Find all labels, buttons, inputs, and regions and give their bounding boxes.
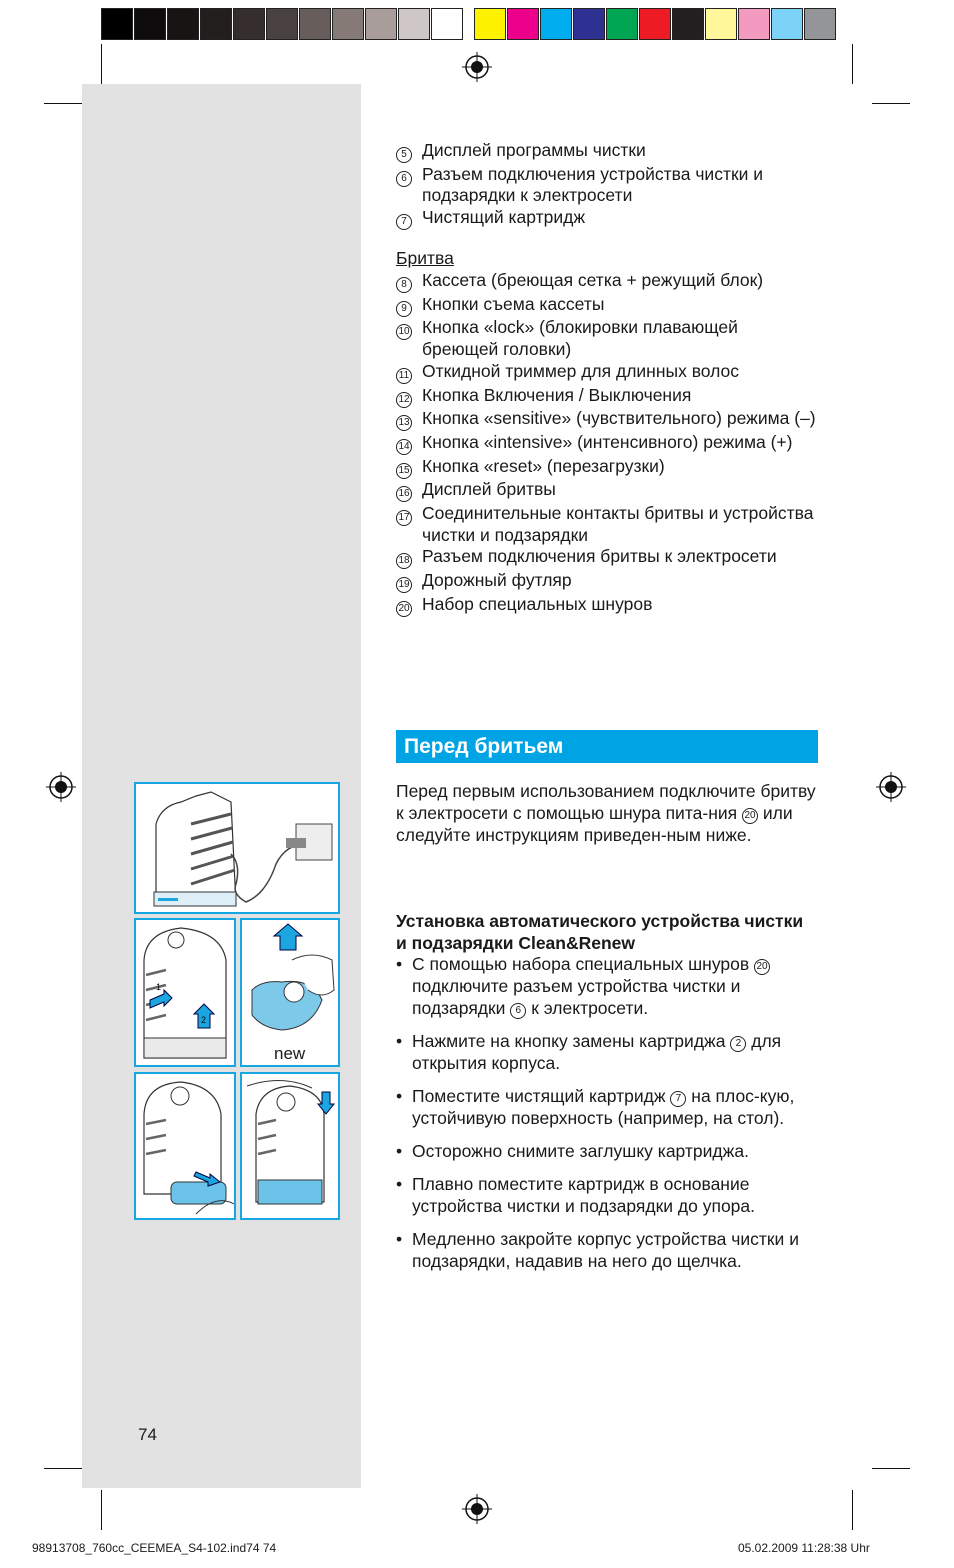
list-item: [396, 361, 816, 385]
item-text: Откидной триммер для длинных волос: [422, 360, 740, 381]
page-number: 74: [138, 1425, 157, 1444]
crop-mark: [44, 1468, 82, 1469]
item-text: Кнопка «lock» (блокировки плавающей бреющей головки): [422, 317, 738, 360]
list-item: [396, 503, 816, 546]
figure-plug-in: [134, 782, 340, 914]
crop-mark: [852, 1490, 853, 1530]
color-swatch: [639, 8, 671, 40]
list-item: [396, 294, 816, 318]
figure-close-case: [240, 1072, 340, 1220]
intro-ref: 20: [742, 808, 758, 824]
color-swatch: [200, 8, 232, 40]
list-item: [396, 207, 816, 231]
item-number: 7: [396, 214, 412, 230]
list-item: [396, 456, 816, 480]
item-text: Кассета (бреющая сетка + режущий блок): [422, 270, 764, 290]
item-number: 12: [396, 392, 412, 408]
bullet-dot: •: [396, 1086, 403, 1106]
parts-list-top: [396, 140, 816, 231]
step-2-label: 2: [201, 1015, 207, 1025]
footer-file-info: 98913708_760cc_CEEMEA_S4-102.ind74 74: [32, 1541, 277, 1555]
list-item: [396, 570, 816, 594]
item-number: 14: [396, 439, 412, 455]
item-number: 8: [396, 277, 412, 293]
step-text-part: Плавно поместите картридж в основание устройства чистки и подзарядки до упора.: [412, 1174, 756, 1216]
item-number: 6: [396, 171, 412, 187]
item-number: 16: [396, 486, 412, 502]
color-swatch: [332, 8, 364, 40]
item-text: Соединительные контакты бритвы и устройства чистки и подзарядки: [422, 503, 814, 545]
crop-mark: [872, 1468, 910, 1469]
color-swatch: [299, 8, 331, 40]
item-number: 11: [396, 368, 412, 384]
item-text: Кнопки съема кассеты: [422, 293, 605, 314]
step-text-part: С помощью набора специальных шнуров: [412, 954, 750, 974]
step-text-part: к электросети.: [531, 998, 649, 1018]
figure-insert-cartridge: [134, 1072, 236, 1220]
color-swatch: [540, 8, 572, 40]
item-number: 20: [396, 601, 412, 617]
intro-paragraph: [396, 780, 816, 846]
section-title: Перед бритьем: [396, 730, 818, 763]
step-text-part: Поместите чистящий картридж: [412, 1086, 666, 1106]
bullet-dot: •: [396, 1141, 403, 1161]
crop-mark: [101, 1490, 102, 1530]
step-item: [396, 1228, 818, 1272]
step-text: [412, 1173, 818, 1217]
step-text-part: Медленно закройте корпус устройства чистки и подзарядки, надавив на него до щелчка.: [412, 1229, 799, 1271]
color-swatch: [365, 8, 397, 40]
component-ref: 2: [730, 1036, 746, 1052]
color-swatch: [101, 8, 133, 40]
list-item: [396, 270, 816, 294]
registration-mark-icon: [462, 1494, 492, 1524]
bullet-dot: •: [396, 1229, 403, 1249]
color-swatch: [474, 8, 506, 40]
step-item: [396, 1030, 818, 1074]
color-swatch: [398, 8, 430, 40]
step-item: [396, 1173, 818, 1217]
install-steps: [396, 953, 818, 1283]
crop-mark: [852, 44, 853, 84]
item-text: Кнопка «sensitive» (чувствительного) режима (–): [422, 408, 816, 429]
registration-mark-icon: [462, 52, 492, 82]
color-swatch: [606, 8, 638, 40]
item-text: Дисплей бритвы: [422, 479, 556, 500]
list-item: [396, 140, 816, 164]
list-item: [396, 432, 816, 456]
item-number: 9: [396, 301, 412, 317]
list-item: [396, 317, 816, 360]
item-number: 5: [396, 147, 412, 163]
color-swatch: [507, 8, 539, 40]
color-swatch: [431, 8, 463, 40]
new-cartridge-illustration: [242, 920, 338, 1040]
registration-mark-icon: [876, 772, 906, 802]
color-swatch: [233, 8, 265, 40]
step-item: [396, 953, 818, 1019]
color-swatch: [167, 8, 199, 40]
registration-mark-icon: [46, 772, 76, 802]
crop-mark: [872, 103, 910, 104]
crop-mark: [44, 103, 82, 104]
bullet-dot: •: [396, 1031, 403, 1051]
component-ref: 20: [754, 959, 770, 975]
item-number: 18: [396, 553, 412, 569]
list-item: [396, 594, 816, 618]
item-number: 13: [396, 415, 412, 431]
step-item: [396, 1140, 818, 1162]
component-ref: 6: [510, 1003, 526, 1019]
step-text: [412, 1228, 818, 1272]
intro-text-before: Перед первым использованием подключите бритву к электросети с помощью шнура пита-ния: [396, 781, 816, 823]
step-1-label: 1: [156, 982, 162, 992]
list-item: [396, 479, 816, 503]
bullet-dot: •: [396, 1174, 403, 1194]
item-text: Кнопка «intensive» (интенсивного) режима (+): [422, 431, 793, 452]
item-number: 19: [396, 577, 412, 593]
install-subheading: Установка автоматического устройства чистки и подзарядки Clean&Renew: [396, 911, 804, 953]
color-swatch: [573, 8, 605, 40]
color-swatch: [672, 8, 704, 40]
color-calibration-bar: [101, 8, 837, 42]
item-number: 17: [396, 510, 412, 526]
intro-text-after: или следуйте инструкциям приведен-ным ниже.: [396, 803, 793, 845]
color-swatch: [134, 8, 166, 40]
step-text-part: Нажмите на кнопку замены картриджа: [412, 1031, 726, 1051]
item-text: Дисплей программы чистки: [422, 140, 646, 160]
item-number: 10: [396, 324, 412, 340]
color-swatch: [738, 8, 770, 40]
bullet-dot: •: [396, 954, 403, 974]
item-text: Набор специальных шнуров: [422, 593, 653, 614]
color-swatch: [266, 8, 298, 40]
color-swatch: [771, 8, 803, 40]
footer-timestamp: 05.02.2009 11:28:38 Uhr: [738, 1541, 870, 1555]
parts-list-shaver: [396, 270, 816, 618]
color-swatch: [804, 8, 836, 40]
step-text: [412, 1085, 818, 1129]
list-item: [396, 385, 816, 409]
figure-new-cartridge: [240, 918, 340, 1067]
step-text-part: для открытия корпуса.: [412, 1031, 782, 1073]
figure-open-case: [134, 918, 236, 1067]
item-text: Кнопка «reset» (перезагрузки): [422, 455, 665, 476]
item-number: 15: [396, 463, 412, 479]
step-text-part: подключите разъем устройства чистки и подзарядки: [412, 976, 741, 1018]
step-text-part: Осторожно снимите заглушку картриджа.: [412, 1141, 749, 1161]
insert-cartridge-illustration: [136, 1074, 234, 1218]
close-case-illustration: [242, 1074, 338, 1218]
step-text: [412, 953, 818, 1019]
component-ref: 7: [670, 1091, 686, 1107]
item-text: Разъем подключения устройства чистки и подзарядки к электросети: [422, 163, 764, 206]
color-swatch: [705, 8, 737, 40]
shaver-heading: Бритва: [396, 248, 454, 268]
cleaning-station-plug-illustration: [136, 784, 338, 912]
list-item: [396, 164, 816, 207]
list-item: [396, 546, 816, 570]
item-text: Кнопка Включения / Выключения: [422, 384, 692, 405]
step-item: [396, 1085, 818, 1129]
item-text: Чистящий картридж: [422, 207, 586, 228]
crop-mark: [101, 44, 102, 84]
step-text: [412, 1030, 818, 1074]
open-case-illustration: [136, 920, 234, 1065]
new-label: new: [274, 1044, 306, 1063]
item-text: Разъем подключения бритвы к электросети: [422, 546, 777, 567]
step-text-part: на плос-кую, устойчивую поверхность (например, на стол).: [412, 1086, 795, 1128]
item-text: Дорожный футляр: [422, 570, 572, 591]
step-text: [412, 1140, 749, 1162]
list-item: [396, 408, 816, 432]
